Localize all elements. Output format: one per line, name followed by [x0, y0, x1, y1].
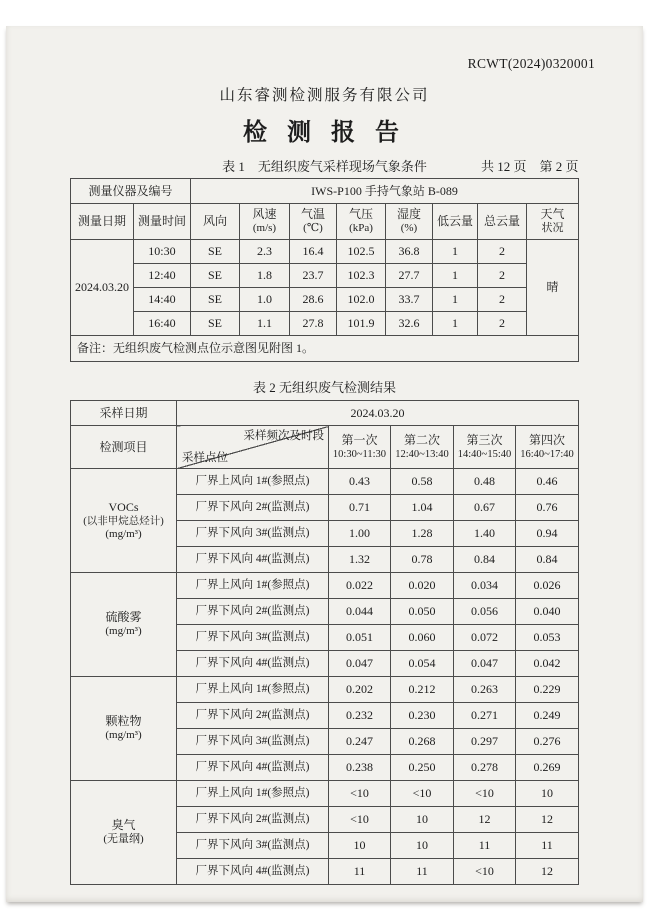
t1-remark: 备注：无组织废气检测点位示意图见附图 1。	[70, 336, 578, 362]
t2-point-cell: 厂界上风向 1#(参照点)	[177, 677, 329, 703]
t2-group-pm-name: 颗粒物	[105, 714, 142, 729]
t1-lowcloud-cell: 1	[432, 288, 477, 312]
t2-group-pm	[71, 677, 177, 781]
t2-value-cell: 0.072	[454, 625, 516, 651]
t1-winddir-cell: SE	[190, 312, 239, 336]
t2-value-cell: 0.46	[516, 469, 579, 495]
t1-winddir-cell: SE	[190, 264, 239, 288]
t1-date-cell: 2024.03.20	[70, 240, 133, 336]
t1-col-windspeed-l1: 风速	[252, 207, 277, 222]
t1-lowcloud-cell: 1	[432, 264, 477, 288]
t2-value-cell: 0.238	[329, 755, 391, 781]
t2-value-cell: 0.044	[329, 599, 391, 625]
t2-value-cell: 0.054	[391, 651, 454, 677]
t2-value-cell: 0.276	[516, 729, 579, 755]
t2-freq-3-time: 14:40~15:40	[457, 448, 512, 460]
t1-humidity-cell: 36.8	[385, 240, 432, 264]
table1-caption-row	[71, 158, 579, 175]
t1-col-temp-unit: (℃)	[303, 222, 323, 235]
t1-pressure-cell: 102.3	[336, 264, 385, 288]
t2-group-vocs	[71, 469, 177, 573]
t2-value-cell: 10	[391, 833, 454, 859]
t2-freq-1-time: 10:30~11:30	[332, 448, 387, 460]
t2-value-cell: 0.229	[516, 677, 579, 703]
t1-time-cell: 10:30	[133, 240, 190, 264]
t2-value-cell: 11	[329, 859, 391, 885]
t1-row-2	[70, 264, 578, 288]
t1-totalcloud-cell: 2	[477, 264, 526, 288]
t2-value-cell: 0.58	[391, 469, 454, 495]
t2-value-cell: 10	[516, 781, 579, 807]
t2-value-cell: 12	[516, 807, 579, 833]
t2-point-cell: 厂界下风向 2#(监测点)	[177, 807, 329, 833]
t2-value-cell: 0.042	[516, 651, 579, 677]
t1-col-humidity	[385, 204, 432, 240]
t2-value-cell: 0.250	[391, 755, 454, 781]
t1-col-weather	[526, 204, 578, 240]
t2-vocs-row-1	[71, 469, 579, 495]
t1-col-time: 测量时间	[133, 204, 190, 240]
t1-winddir-cell: SE	[190, 240, 239, 264]
t2-group-odor	[71, 781, 177, 885]
t1-lowcloud-cell: 1	[432, 240, 477, 264]
t1-col-humidity-unit: (%)	[400, 222, 418, 235]
t2-value-cell: 0.247	[329, 729, 391, 755]
t1-col-pressure-unit: (kPa)	[349, 222, 373, 235]
t2-value-cell: 0.047	[454, 651, 516, 677]
t1-humidity-cell: 27.7	[385, 264, 432, 288]
t2-group-odor-unit: (无量纲)	[103, 833, 144, 846]
t2-value-cell: 10	[329, 833, 391, 859]
t2-value-cell: 0.050	[391, 599, 454, 625]
t2-value-cell: 1.40	[454, 521, 516, 547]
t1-col-weather-l2: 状况	[541, 222, 564, 235]
t1-temp-cell: 28.6	[289, 288, 336, 312]
t2-value-cell: 0.84	[516, 547, 579, 573]
t2-point-cell: 厂界上风向 1#(参照点)	[177, 469, 329, 495]
t2-freq-4	[516, 426, 579, 469]
t2-freq-4-label: 第四次	[528, 432, 565, 447]
t2-value-cell: 0.48	[454, 469, 516, 495]
t1-col-windspeed	[239, 204, 289, 240]
t2-freq-4-time: 16:40~17:40	[520, 448, 574, 460]
t2-point-cell: 厂界下风向 3#(监测点)	[177, 833, 329, 859]
t2-value-cell: 0.022	[329, 573, 391, 599]
t2-group-vocs-name: VOCs	[108, 499, 139, 514]
t2-value-cell: <10	[391, 781, 454, 807]
t2-value-cell: 0.053	[516, 625, 579, 651]
t2-value-cell: <10	[454, 859, 516, 885]
t2-freq-1	[329, 426, 391, 469]
t1-winddir-cell: SE	[190, 288, 239, 312]
t2-group-h2so4-unit: (mg/m³)	[105, 625, 142, 638]
report-title: 检 测 报 告	[243, 120, 406, 146]
t2-value-cell: 12	[516, 859, 579, 885]
t1-pressure-cell: 102.5	[336, 240, 385, 264]
table1-weather-conditions	[70, 178, 579, 362]
t1-temp-cell: 16.4	[289, 240, 336, 264]
t2-value-cell: 0.232	[329, 703, 391, 729]
t2-value-cell: 0.84	[454, 547, 516, 573]
t2-value-cell: 0.78	[391, 547, 454, 573]
t2-value-cell: 10	[391, 807, 454, 833]
t2-value-cell: 0.43	[329, 469, 391, 495]
t1-windspeed-cell: 1.1	[239, 312, 289, 336]
t2-value-cell: 0.71	[329, 495, 391, 521]
t2-diag-frequency-label: 采样频次及时段	[243, 430, 324, 442]
t2-value-cell: 0.230	[391, 703, 454, 729]
t2-value-cell: 11	[516, 833, 579, 859]
t2-h2so4-row-1	[71, 573, 579, 599]
t1-temp-cell: 27.8	[289, 312, 336, 336]
t2-value-cell: 0.026	[516, 573, 579, 599]
t2-value-cell: <10	[329, 781, 391, 807]
t1-humidity-cell: 33.7	[385, 288, 432, 312]
report-number: RCWT(2024)0320001	[467, 56, 595, 71]
t1-temp-cell: 23.7	[289, 264, 336, 288]
t2-diag-point-label: 采样点位	[182, 451, 228, 464]
t2-point-cell: 厂界下风向 2#(监测点)	[177, 495, 329, 521]
t1-windspeed-cell: 1.8	[239, 264, 289, 288]
t1-col-lowcloud: 低云量	[432, 204, 477, 240]
t1-pressure-cell: 101.9	[336, 312, 385, 336]
t1-humidity-cell: 32.6	[385, 312, 432, 336]
t2-freq-2-time: 12:40~13:40	[395, 448, 449, 460]
t2-value-cell: 0.051	[329, 625, 391, 651]
t2-value-cell: <10	[329, 807, 391, 833]
t2-value-cell: 0.034	[454, 573, 516, 599]
t1-col-pressure	[336, 204, 385, 240]
t1-totalcloud-cell: 2	[477, 312, 526, 336]
t1-instrument-label: 测量仪器及编号	[70, 179, 190, 204]
t2-point-cell: 厂界下风向 3#(监测点)	[177, 729, 329, 755]
t2-value-cell: 0.047	[329, 651, 391, 677]
t1-lowcloud-cell: 1	[432, 312, 477, 336]
t2-value-cell: 0.268	[391, 729, 454, 755]
t1-col-weather-l1: 天气	[540, 207, 565, 222]
t2-value-cell: 11	[454, 833, 516, 859]
t2-value-cell: 0.271	[454, 703, 516, 729]
page-count-info: 共 12 页 第 2 页	[480, 159, 579, 174]
t2-freq-2	[391, 426, 454, 469]
t1-row-3	[70, 288, 578, 312]
t1-time-cell: 14:40	[133, 288, 190, 312]
t1-row-4	[70, 312, 578, 336]
t2-point-cell: 厂界下风向 2#(监测点)	[177, 703, 329, 729]
t2-sample-date: 2024.03.20	[177, 401, 579, 426]
t1-col-totalcloud: 总云量	[477, 204, 526, 240]
t2-value-cell: 0.212	[391, 677, 454, 703]
t2-group-pm-unit: (mg/m³)	[105, 729, 142, 742]
t2-value-cell: 0.040	[516, 599, 579, 625]
table2-detection-results	[70, 400, 579, 885]
t2-freq-3	[454, 426, 516, 469]
t2-point-cell: 厂界下风向 3#(监测点)	[177, 625, 329, 651]
t2-value-cell: 0.67	[454, 495, 516, 521]
t2-diagonal-header	[177, 426, 329, 469]
t2-point-cell: 厂界下风向 4#(监测点)	[177, 755, 329, 781]
t2-freq-1-label: 第一次	[341, 432, 378, 447]
t2-value-cell: 0.76	[516, 495, 579, 521]
t2-group-vocs-note: (以非甲烷总烃计)	[83, 515, 164, 527]
t2-group-h2so4-name: 硫酸雾	[105, 610, 142, 625]
t2-value-cell: 1.04	[391, 495, 454, 521]
t2-odor-row-1	[71, 781, 579, 807]
t2-value-cell: 0.297	[454, 729, 516, 755]
t1-pressure-cell: 102.0	[336, 288, 385, 312]
t2-value-cell: 0.056	[454, 599, 516, 625]
t2-point-cell: 厂界下风向 4#(监测点)	[177, 859, 329, 885]
t1-time-cell: 16:40	[133, 312, 190, 336]
t2-value-cell: 0.94	[516, 521, 579, 547]
t1-instrument-value: IWS-P100 手持气象站 B-089	[190, 179, 578, 204]
t2-group-vocs-unit: (mg/m³)	[105, 527, 142, 540]
table1-caption: 表 1 无组织废气采样现场气象条件	[222, 159, 427, 174]
t1-totalcloud-cell: 2	[477, 288, 526, 312]
t1-col-pressure-l1: 气压	[348, 207, 373, 222]
t2-sample-date-label: 采样日期	[71, 401, 177, 426]
scanned-report-page	[6, 26, 643, 902]
t1-col-date: 测量日期	[70, 204, 133, 240]
t1-col-humidity-l1: 湿度	[396, 207, 421, 222]
t2-value-cell: 11	[391, 859, 454, 885]
t2-freq-2-label: 第二次	[403, 432, 440, 447]
t1-row-1	[70, 240, 578, 264]
t2-value-cell: 1.32	[329, 547, 391, 573]
t2-value-cell: 0.269	[516, 755, 579, 781]
t2-value-cell: 0.278	[454, 755, 516, 781]
t2-item-label: 检测项目	[71, 426, 177, 469]
t2-value-cell: 1.00	[329, 521, 391, 547]
t1-time-cell: 12:40	[133, 264, 190, 288]
t1-col-temp-l1: 气温	[300, 207, 325, 222]
t1-col-winddir: 风向	[190, 204, 239, 240]
t2-value-cell: 0.249	[516, 703, 579, 729]
t2-value-cell: 0.263	[454, 677, 516, 703]
t1-totalcloud-cell: 2	[477, 240, 526, 264]
t2-pm-row-1	[71, 677, 579, 703]
t2-value-cell: <10	[454, 781, 516, 807]
table2-caption: 表 2 无组织废气检测结果	[252, 380, 396, 395]
t2-point-cell: 厂界上风向 1#(参照点)	[177, 781, 329, 807]
t2-value-cell: 1.28	[391, 521, 454, 547]
t2-group-odor-name: 臭气	[111, 818, 136, 833]
t2-point-cell: 厂界上风向 1#(参照点)	[177, 573, 329, 599]
t1-col-windspeed-unit: (m/s)	[252, 222, 277, 235]
t2-group-h2so4	[71, 573, 177, 677]
t1-windspeed-cell: 1.0	[239, 288, 289, 312]
t2-freq-3-label: 第三次	[466, 432, 503, 447]
company-name: 山东睿测检测服务有限公司	[219, 87, 430, 104]
t2-point-cell: 厂界下风向 3#(监测点)	[177, 521, 329, 547]
t2-value-cell: 0.202	[329, 677, 391, 703]
t2-value-cell: 0.020	[391, 573, 454, 599]
t2-point-cell: 厂界下风向 2#(监测点)	[177, 599, 329, 625]
t2-point-cell: 厂界下风向 4#(监测点)	[177, 651, 329, 677]
t1-windspeed-cell: 2.3	[239, 240, 289, 264]
t2-point-cell: 厂界下风向 4#(监测点)	[177, 547, 329, 573]
t2-value-cell: 12	[454, 807, 516, 833]
t1-weather-cell: 晴	[526, 240, 578, 336]
t1-col-temp	[289, 204, 336, 240]
t2-value-cell: 0.060	[391, 625, 454, 651]
